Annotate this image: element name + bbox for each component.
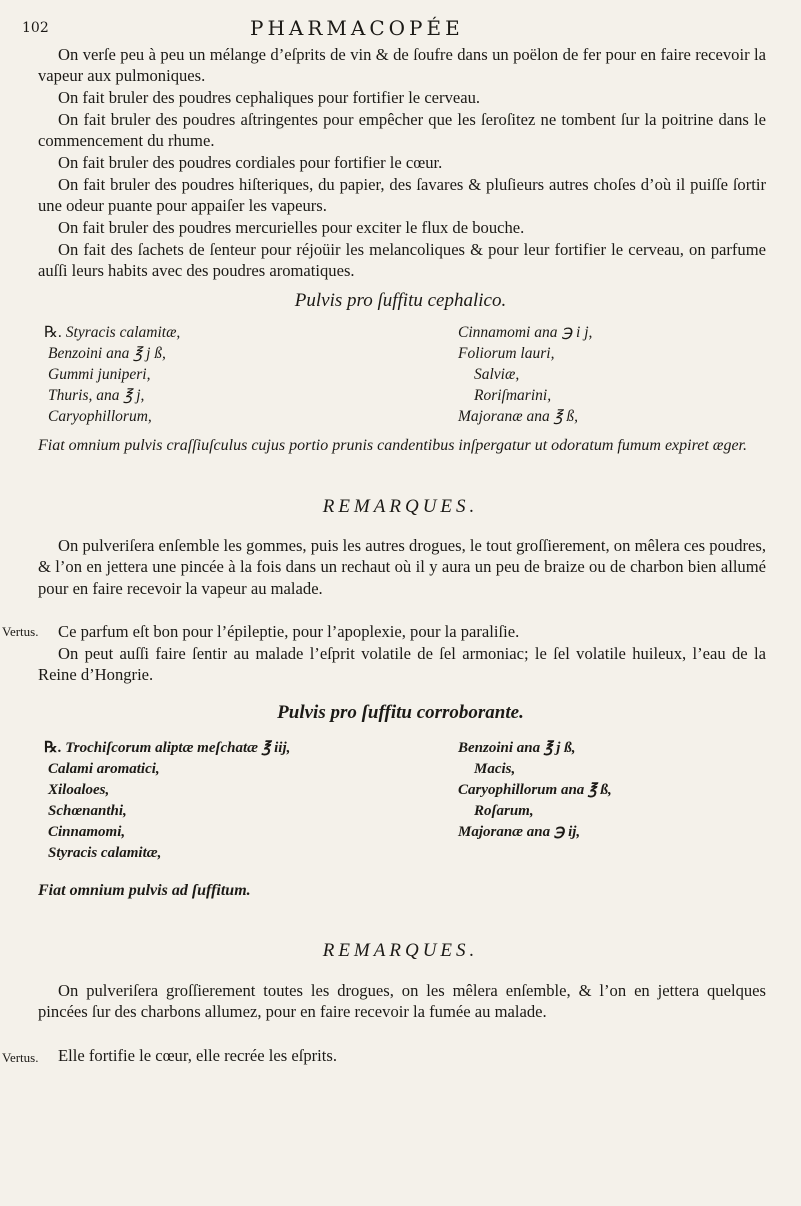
intro-paragraph: On fait des ſachets de ſenteur pour réjoüir les melancoliques & pour leur fortifier le cerveau, on parfume auſſi leurs habits avec des poudres aromatiques. xyxy=(38,240,766,281)
ingredient: Thuris, ana ℥ j, xyxy=(48,387,145,404)
remark-paragraph: On pulveriſera enſemble les gommes, puis les autres drogues, le tout groſſierement, on mêlera ces poudres, & l’on en jettera une pincée à la fois dans un rechaut où il y aura un peu de braize ou de charbon bien allumé pour en faire recevoir la vapeur au malade. xyxy=(38,536,766,598)
ingredient: Salviæ, xyxy=(474,366,520,383)
ingredient: Benzoini ana ℥ j ß, xyxy=(48,345,166,362)
ingredient: Roriſmarini, xyxy=(474,387,552,404)
intro-paragraph: On fait bruler des poudres hiſteriques, du papier, des ſavares & pluſieurs autres choſes d’où il puiſſe ſortir une odeur puante pour appaiſer les vapeurs. xyxy=(38,175,766,216)
intro-paragraph: On verſe peu à peu un mélange d’eſprits de vin & de ſoufre dans un poëlon de fer pour en faire recevoir la vapeur aux pulmoniques. xyxy=(38,45,766,86)
ingredient: Trochiſcorum aliptæ meſchatæ ℥ iij, xyxy=(65,740,291,756)
page-number: 102 xyxy=(22,20,49,36)
ingredient: Styracis calamitæ, xyxy=(48,845,162,861)
ingredient: Macis, xyxy=(474,761,516,777)
ingredient-column-left xyxy=(44,322,180,427)
ingredient: Cinnamomi ana ℈ i j, xyxy=(458,324,593,341)
ingredient: Gummi juniperi, xyxy=(48,366,151,383)
margin-note: Vertus. xyxy=(2,1050,39,1065)
ingredient: Cinnamomi, xyxy=(48,824,126,840)
preparation-instruction: Fiat omnium pulvis ad ſuffitum. xyxy=(38,882,251,899)
ingredient: Caryophillorum, xyxy=(48,408,152,425)
ingredient: Majoranæ ana ℥ ß, xyxy=(458,408,579,425)
intro-paragraph: On fait bruler des poudres cordiales pour fortifier le cœur. xyxy=(58,153,443,172)
ingredient: Caryophillorum ana ℥ ß, xyxy=(458,782,612,798)
remarks-heading: REMARQUES. xyxy=(322,496,479,517)
remark-paragraph: On peut auſſi faire ſentir au malade l’eſprit volatile de ſel armoniac; le ſel volatile huileux, l’eau de la Reine d’Hongrie. xyxy=(38,644,766,685)
ingredient: Calami aromatici, xyxy=(48,761,160,777)
intro-paragraph: On fait bruler des poudres aſtringentes pour empêcher que les ſeroſitez ne tombent ſur la poitrine dans le commencement du rhume. xyxy=(38,110,766,151)
preparation-instruction: Fiat omnium pulvis craſſiuſculus cujus portio prunis candentibus inſpergatur ut odoratum fumum expiret æger. xyxy=(38,437,748,454)
recipe-title: Pulvis pro ſuffitu corroborante. xyxy=(277,702,524,723)
ingredient-column-right xyxy=(458,738,612,843)
remarks-heading: REMARQUES. xyxy=(322,940,479,961)
page-header xyxy=(22,16,761,42)
running-title: PHARMACOPÉE xyxy=(250,16,464,40)
recipe-symbol: ℞. xyxy=(44,740,62,756)
ingredient: Roſarum, xyxy=(474,803,534,819)
ingredient-column-left xyxy=(44,738,290,864)
ingredient: Majoranæ ana ℈ ij, xyxy=(458,824,581,840)
remark-paragraph: Ce parfum eſt bon pour l’épileptie, pour l’apoplexie, pour la paraliſie. xyxy=(58,622,520,641)
ingredient: Schœnanthi, xyxy=(48,803,127,819)
ingredient: Benzoini ana ℥ j ß, xyxy=(458,740,576,756)
ingredient: Foliorum lauri, xyxy=(458,345,555,362)
recipe-title: Pulvis pro ſuffitu cephalico. xyxy=(294,290,507,311)
ingredient-list xyxy=(44,322,764,432)
ingredient-list xyxy=(44,738,764,872)
recipe-symbol: ℞. xyxy=(44,324,62,341)
intro-paragraph: On fait bruler des poudres cephaliques pour fortifier le cerveau. xyxy=(58,88,481,107)
ingredient: Xiloaloes, xyxy=(48,782,110,798)
remark-paragraph: Elle fortifie le cœur, elle recrée les eſprits. xyxy=(58,1046,337,1065)
margin-note: Vertus. xyxy=(2,624,39,639)
ingredient-column-right xyxy=(458,322,592,427)
remark-paragraph: On pulveriſera groſſierement toutes les drogues, on les mêlera enſemble, & l’on en jettera quelques pincées ſur des charbons allumez, pour en faire recevoir la fumée au malade. xyxy=(38,981,766,1022)
intro-paragraph: On fait bruler des poudres mercurielles pour exciter le flux de bouche. xyxy=(58,218,525,237)
ingredient: Styracis calamitæ, xyxy=(65,324,181,341)
